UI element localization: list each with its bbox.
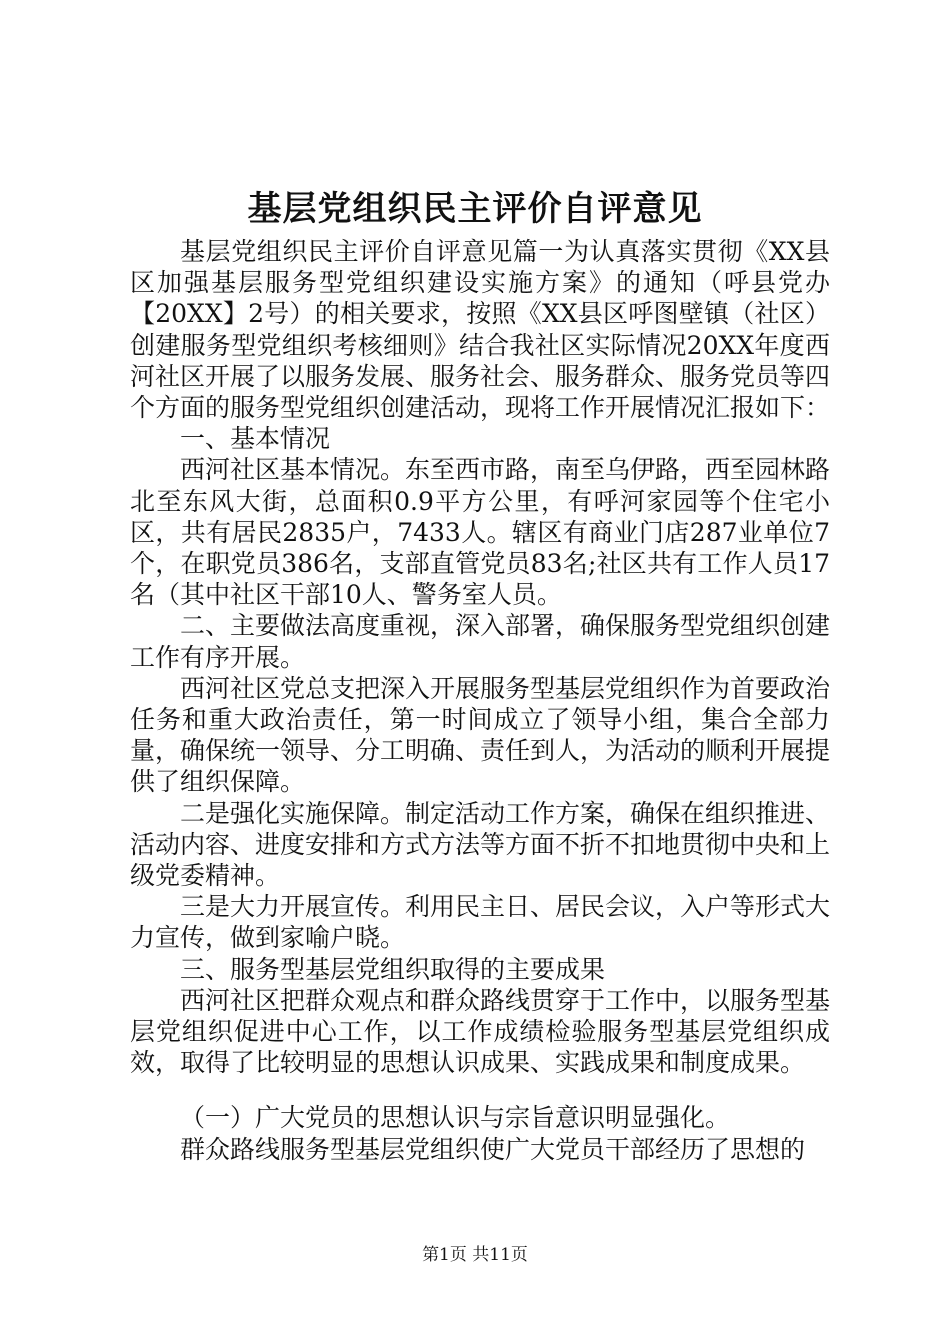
document-title: 基层党组织民主评价自评意见 [247,189,703,229]
paragraph-intro: 基层党组织民主评价自评意见篇一为认真落实贯彻《XX县区加强基层服务型党组织建设实施方案》的通知（呼县党办【20XX】2号）的相关要求，按照《XX县区呼图壁镇（社区）创建服务型党组织考核细则》结合我社区实际情况20XX年度西河社区开展了以服务发展、服务社会、服务群众、服务党员等四个方面的服务型党组织创建活动，现将工作开展情况汇报如下： [130,237,831,423]
paragraph-results: 西河社区把群众观点和群众路线贯穿于工作中，以服务型基层党组织促进中心工作，以工作成绩检验服务型基层党组织成效，取得了比较明显的思想认识成果、实践成果和制度成果。 [130,985,831,1078]
paragraph-implementation: 二是强化实施保障。制定活动工作方案，确保在组织推进、活动内容、进度安排和方式方法等方面不折不扣地贯彻中央和上级党委精神。 [130,798,831,891]
paragraph-awareness: 群众路线服务型基层党组织使广大党员干部经历了思想的 [180,1134,806,1164]
subsection-heading-awareness: （一）广大党员的思想认识与宗旨意识明显强化。 [180,1103,731,1133]
document-body [130,236,830,1165]
paragraph-leadership: 西河社区党总支把深入开展服务型基层党组织作为首要政治任务和重大政治责任，第一时间成立了领导小组，集合全部力量，确保统一领导、分工明确、责任到人，为活动的顺利开展提供了组织保障。 [130,673,831,797]
section-heading-methods: 二、主要做法高度重视，深入部署，确保服务型党组织创建工作有序开展。 [130,611,831,672]
page-footer: 第1页 共11页 [422,1245,528,1265]
section-heading-results: 三、服务型基层党组织取得的主要成果 [180,954,606,984]
paragraph-basic-info: 西河社区基本情况。东至西市路，南至乌伊路，西至园林路北至东风大街，总面积0.9平方公里，有呼河家园等个住宅小区，共有居民2835户，7433人。辖区有商业门店287业单位7个，在职党员386名，支部直管党员83名;社区共有工作人员17名（其中社区干部10人、警务室人员。 [130,455,831,610]
paragraph-publicity: 三是大力开展宣传。利用民主日、居民会议，入户等形式大力宣传，做到家喻户晓。 [130,892,831,953]
section-heading-basic: 一、基本情况 [180,424,331,454]
